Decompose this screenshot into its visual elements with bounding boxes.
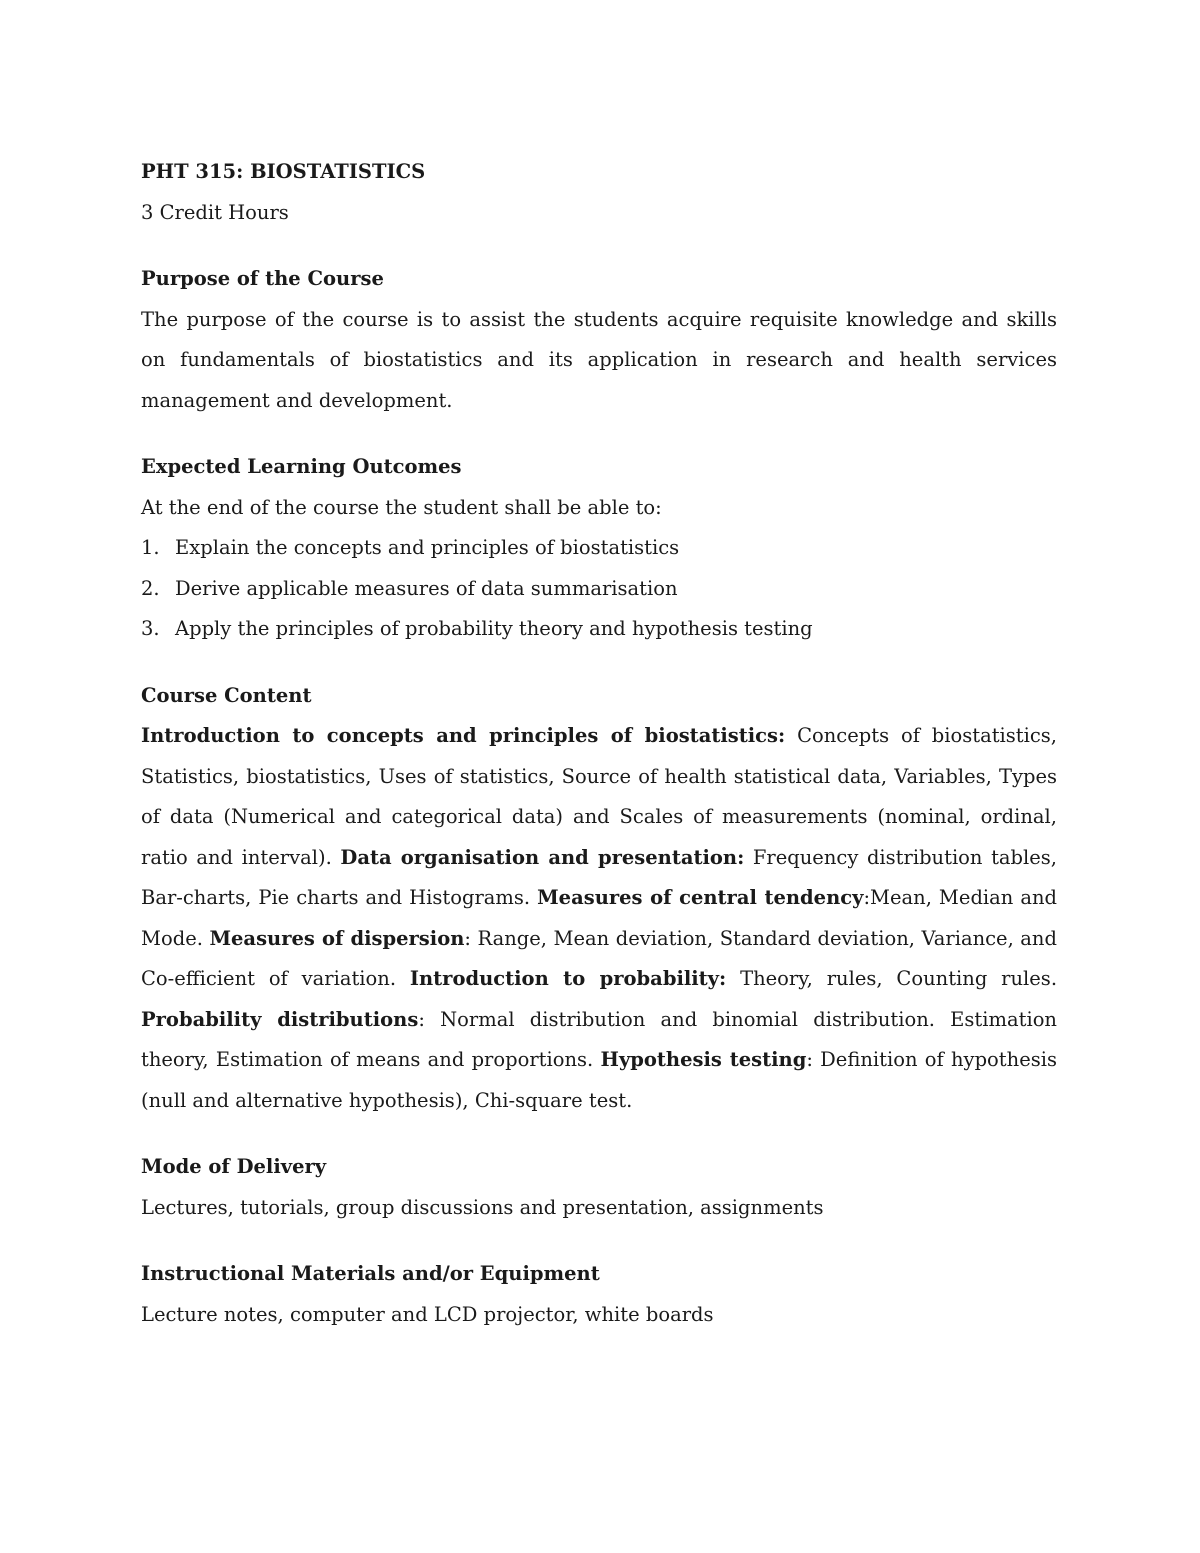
- outcome-text: Apply the principles of probability theory and hypothesis testing: [175, 617, 813, 640]
- outcome-number: 3.: [141, 617, 160, 640]
- spacer: [141, 1121, 1057, 1147]
- spacer: [141, 1228, 1057, 1254]
- spacer: [141, 650, 1057, 676]
- content-topic-title: Introduction to probability:: [409, 967, 727, 990]
- course-title: PHT 315: BIOSTATISTICS: [141, 160, 426, 183]
- content-topic-title: Hypothesis testing: [600, 1048, 807, 1071]
- content-topic-title: Introduction to concepts and principles of biostatistics:: [141, 724, 786, 747]
- credit-hours: 3 Credit Hours: [141, 200, 289, 224]
- content-topic-text: : Normal distribution and binomial distribution. Estimation theory, Estimation of means and proportions.: [141, 1007, 1057, 1071]
- content-topic-text: Frequency distribution tables, Bar-charts, Pie charts and Histograms.: [141, 845, 1058, 909]
- outcome-item: [141, 569, 1057, 610]
- materials-heading: Instructional Materials and/or Equipment: [141, 1262, 600, 1285]
- content-topic-title: Measures of central tendency: [537, 886, 864, 909]
- outcomes-heading: Expected Learning Outcomes: [141, 455, 462, 478]
- content-topic-title: Probability distributions: [141, 1007, 419, 1031]
- outcome-text: Derive applicable measures of data summarisation: [175, 576, 678, 600]
- spacer: [141, 421, 1057, 447]
- content-text: [141, 716, 1057, 1121]
- content-topic-text: : Range, Mean deviation, Standard deviation, Variance, and Co-efficient of variation.: [141, 926, 1057, 990]
- outcomes-intro: At the end of the course the student shall be able to:: [141, 495, 662, 519]
- purpose-heading: Purpose of the Course: [141, 267, 384, 290]
- materials-text: Lecture notes, computer and LCD projector, white boards: [141, 1302, 714, 1326]
- spacer: [141, 233, 1057, 259]
- outcome-number: 2.: [141, 576, 160, 600]
- delivery-text: Lectures, tutorials, group discussions and presentation, assignments: [141, 1195, 824, 1219]
- document-page: [141, 152, 1057, 1335]
- content-topic-text: : Definition of hypothesis (null and alternative hypothesis), Chi-square test.: [141, 1048, 1057, 1112]
- content-topic-text: Theory, rules, Counting rules.: [726, 967, 1058, 990]
- content-heading: Course Content: [141, 683, 312, 707]
- outcome-item: [141, 609, 1057, 650]
- content-topic-text: Concepts of biostatistics, Statistics, biostatistics, Uses of statistics, Source of health statistical data, Variables, Types of data (Numerical and categorical data) and Scales of measurements (nominal, ordinal, ratio and interval).: [141, 724, 1057, 869]
- content-topic-title: Data organisation and presentation:: [340, 845, 745, 869]
- outcome-number: 1.: [141, 536, 160, 559]
- purpose-text: The purpose of the course is to assist the students acquire requisite knowledge and skills on fundamentals of biostatistics and its application in research and health services management and development.: [141, 307, 1057, 412]
- delivery-heading: Mode of Delivery: [141, 1155, 327, 1178]
- outcome-text: Explain the concepts and principles of biostatistics: [175, 536, 680, 559]
- content-topic-text: :Mean, Median and Mode.: [141, 886, 1058, 950]
- content-topic-title: Measures of dispersion: [209, 926, 465, 950]
- outcomes-list: [141, 528, 1057, 650]
- outcome-item: [141, 528, 1057, 569]
